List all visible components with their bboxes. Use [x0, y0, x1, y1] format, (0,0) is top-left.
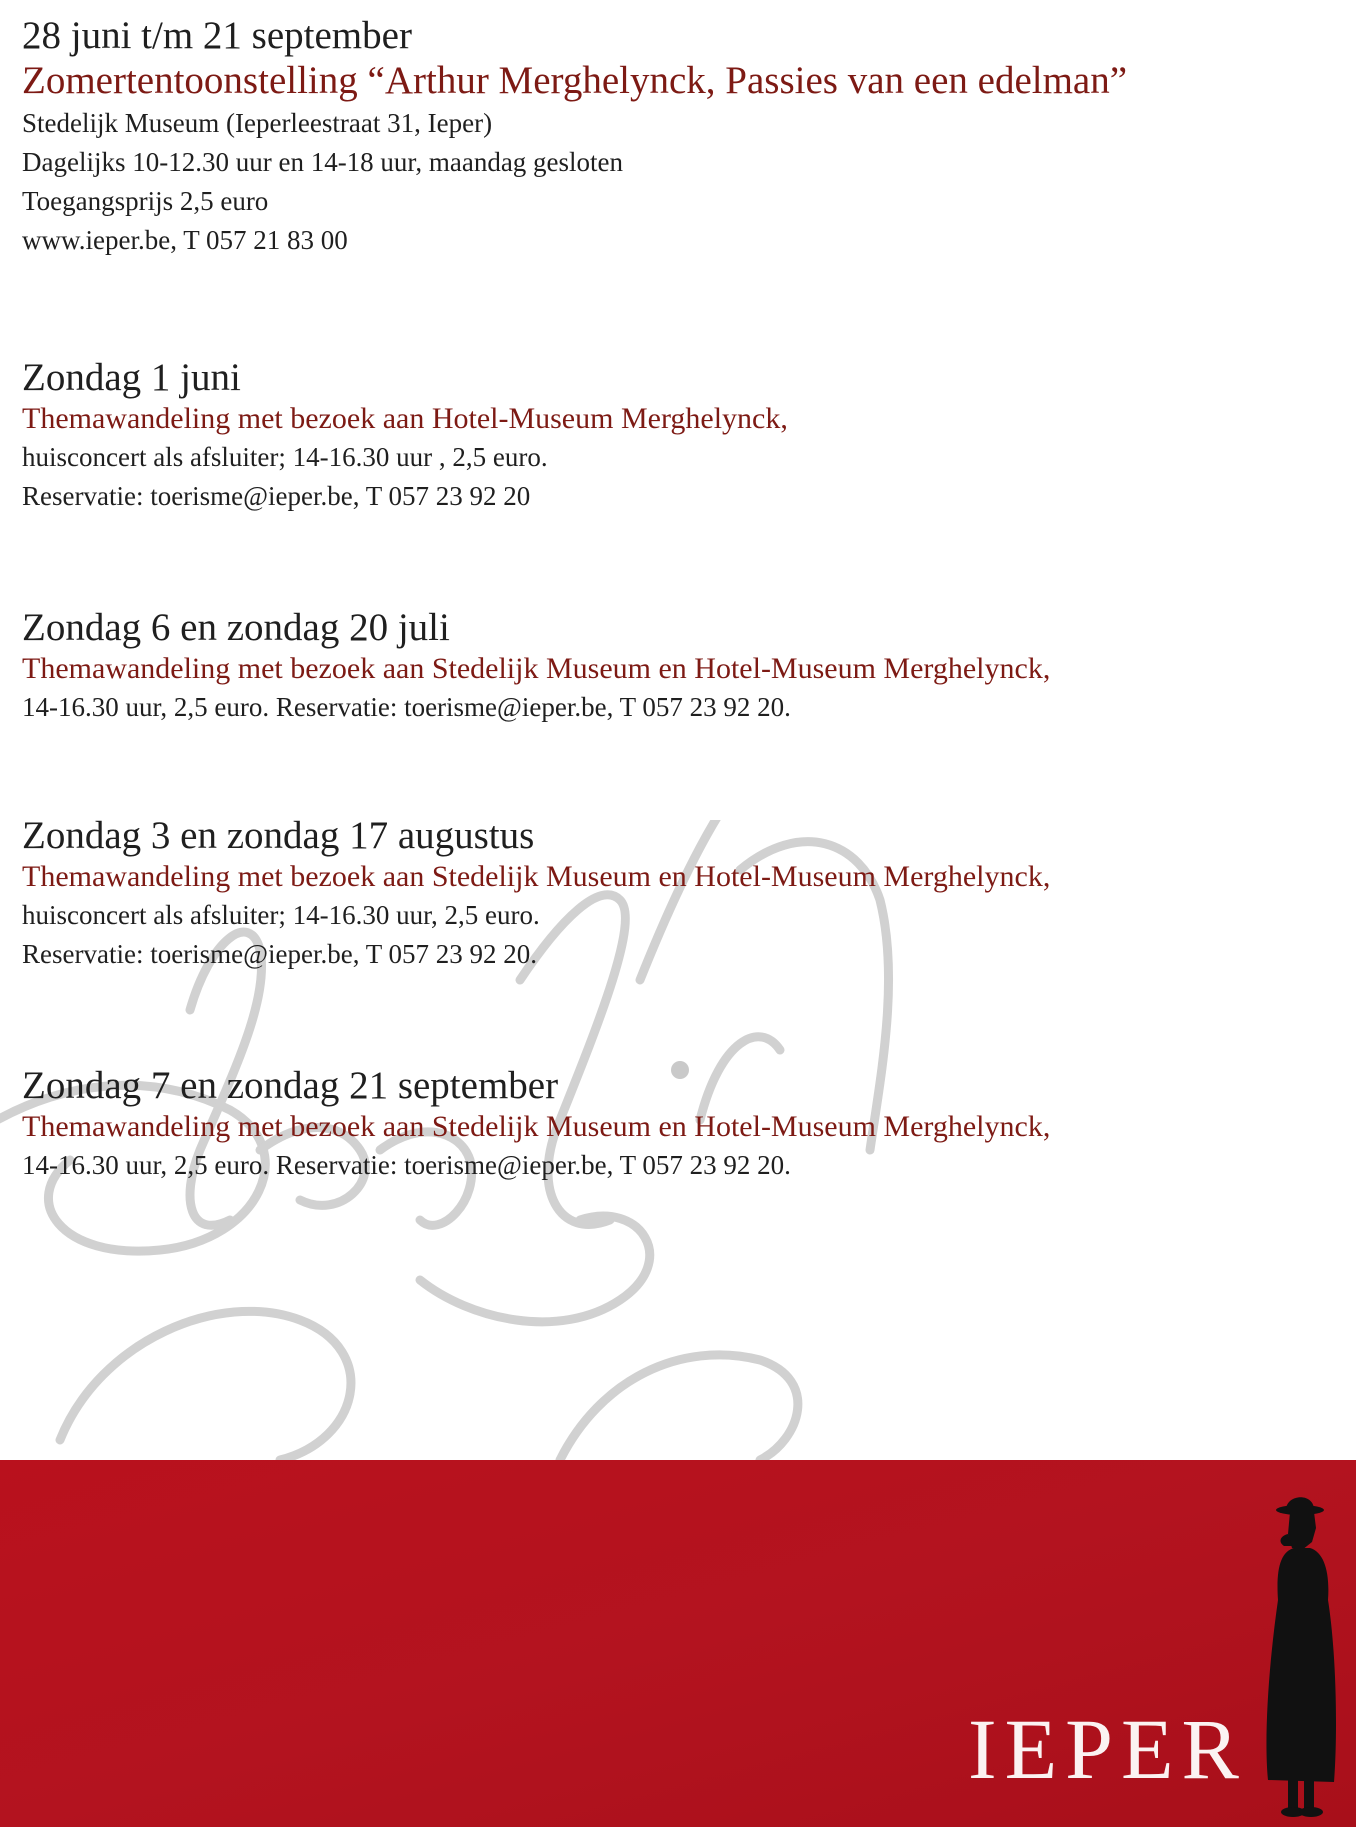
event-exhibition — [22, 14, 1322, 260]
event-date-heading: Zondag 3 en zondag 17 augustus — [22, 814, 535, 857]
event-reservation: Reservatie: toerisme@ieper.be, T 057 23 92 20 — [22, 481, 531, 511]
event-walk-september — [22, 1064, 1322, 1185]
event-date-heading: Zondag 1 juni — [22, 356, 241, 399]
event-reservation: Reservatie: toerisme@ieper.be, T 057 23 92 20. — [22, 939, 538, 969]
event-contact: www.ieper.be, T 057 21 83 00 — [22, 225, 348, 255]
event-title: Themawandeling met bezoek aan Stedelijk Museum en Hotel-Museum Merghelynck, — [22, 1110, 1051, 1143]
event-walk-july — [22, 606, 1322, 727]
event-date-heading: Zondag 6 en zondag 20 juli — [22, 606, 450, 649]
event-details: 14-16.30 uur, 2,5 euro. Reservatie: toerisme@ieper.be, T 057 23 92 20. — [22, 692, 791, 722]
event-title: Themawandeling met bezoek aan Stedelijk Museum en Hotel-Museum Merghelynck, — [22, 652, 1051, 685]
event-hours: Dagelijks 10-12.30 uur en 14-18 uur, maandag gesloten — [22, 147, 624, 177]
event-details: huisconcert als afsluiter; 14-16.30 uur, 2,5 euro. — [22, 900, 540, 930]
event-walk-august — [22, 814, 1322, 974]
event-date-heading: 28 juni t/m 21 september — [22, 14, 412, 57]
event-walk-june — [22, 356, 1322, 516]
event-details: huisconcert als afsluiter; 14-16.30 uur , 2,5 euro. — [22, 442, 548, 472]
event-date-heading: Zondag 7 en zondag 21 september — [22, 1064, 559, 1107]
event-title: Themawandeling met bezoek aan Hotel-Museum Merghelynck, — [22, 402, 788, 435]
event-details: 14-16.30 uur, 2,5 euro. Reservatie: toerisme@ieper.be, T 057 23 92 20. — [22, 1150, 791, 1180]
event-price: Toegangsprijs 2,5 euro — [22, 186, 269, 216]
event-location: Stedelijk Museum (Ieperleestraat 31, Ieper) — [22, 108, 493, 138]
ieper-logo: IEPER — [968, 1701, 1247, 1797]
man-in-hat-silhouette-icon — [1258, 1490, 1348, 1820]
event-title: Themawandeling met bezoek aan Stedelijk Museum en Hotel-Museum Merghelynck, — [22, 860, 1051, 893]
event-title: Zomertentoonstelling “Arthur Merghelynck, Passies van een edelman” — [22, 59, 1128, 102]
